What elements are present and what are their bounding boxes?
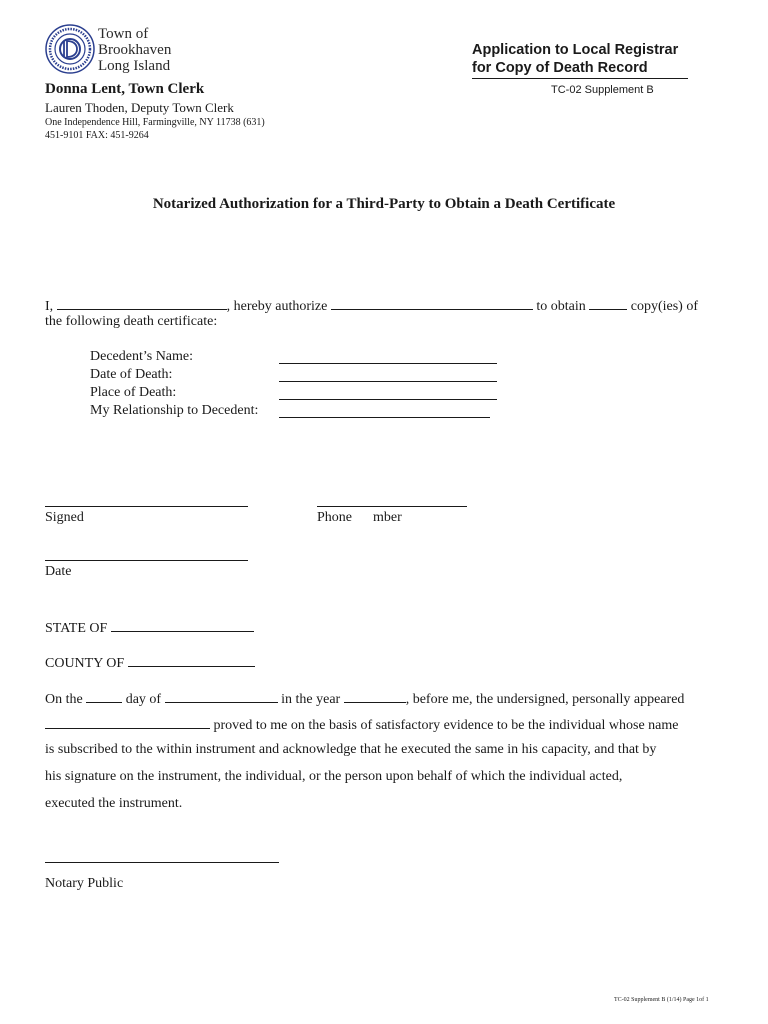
- county-of-line: [45, 653, 255, 672]
- place-of-death-field[interactable]: [279, 399, 497, 400]
- notary-line-5: executed the instrument.: [45, 796, 183, 811]
- application-title: [472, 41, 678, 77]
- state-of-label: STATE OF: [45, 621, 108, 636]
- phone-label: Phone mber: [317, 510, 402, 525]
- town-seal-logo: [45, 24, 95, 74]
- address-line: One Independence Hill, Farmingville, NY 11738 (631): [45, 117, 265, 128]
- town-name-line: Long Island: [98, 58, 171, 74]
- auth-text-i: I,: [45, 299, 54, 314]
- phone-number-line[interactable]: [317, 506, 467, 507]
- town-name: [98, 26, 171, 74]
- notary-on-the: On the: [45, 692, 83, 707]
- date-of-death-label: Date of Death:: [90, 367, 173, 382]
- notary-in-the-year: in the year: [281, 692, 341, 707]
- date-line[interactable]: [45, 560, 248, 561]
- place-of-death-label: Place of Death:: [90, 385, 177, 400]
- signature-line[interactable]: [45, 506, 248, 507]
- application-title-line: for Copy of Death Record: [472, 60, 648, 76]
- town-name-line: Brookhaven: [98, 42, 172, 58]
- notary-signature-line[interactable]: [45, 862, 279, 863]
- notary-line-3: is subscribed to the within instrument and acknowledge that he executed the same in his capacity, and that by: [45, 742, 657, 757]
- town-name-line: Town of: [98, 26, 149, 42]
- town-clerk: Donna Lent, Town Clerk: [45, 81, 205, 97]
- auth-text-to-obtain: to obtain: [536, 299, 586, 314]
- authorization-sentence: [45, 296, 698, 315]
- notary-before-me: , before me, the undersigned, personally appeared: [405, 692, 685, 707]
- document-title: Notarized Authorization for a Third-Party to Obtain a Death Certificate: [152, 196, 616, 212]
- deputy-clerk: Lauren Thoden, Deputy Town Clerk: [45, 100, 234, 115]
- signed-label: Signed: [45, 510, 84, 525]
- copies-count-field[interactable]: [589, 296, 627, 310]
- decedent-name-field[interactable]: [279, 363, 497, 364]
- auth-text-copies: copy(ies) of: [630, 299, 699, 314]
- county-field[interactable]: [128, 653, 255, 667]
- notary-year-field[interactable]: [344, 689, 406, 703]
- notary-public-label: Notary Public: [45, 876, 124, 891]
- authorized-party-field[interactable]: [331, 296, 533, 310]
- relationship-label: My Relationship to Decedent:: [90, 403, 259, 418]
- date-label: Date: [45, 564, 72, 579]
- authorizer-name-field[interactable]: [57, 296, 227, 310]
- state-of-line: [45, 618, 254, 637]
- decedent-name-label: Decedent’s Name:: [90, 349, 194, 364]
- notary-day-of: day of: [125, 692, 162, 707]
- notary-appeared-name-field[interactable]: [45, 715, 210, 729]
- header-rule: [472, 78, 688, 79]
- form-code: TC-02 Supplement B: [551, 84, 654, 96]
- county-of-label: COUNTY OF: [45, 656, 125, 671]
- notary-month-field[interactable]: [165, 689, 278, 703]
- notary-line-1: [45, 689, 684, 708]
- date-of-death-field[interactable]: [279, 381, 497, 382]
- notary-line-2: [45, 715, 678, 734]
- notary-proved: proved to me on the basis of satisfactory evidence to be the individual whose name: [213, 718, 679, 733]
- page-footer: TC-02 Supplement B (1/14) Page 1of 1: [614, 997, 709, 1003]
- phone-fax-line: 451-9101 FAX: 451-9264: [45, 130, 149, 141]
- state-field[interactable]: [111, 618, 254, 632]
- auth-text-hereby: , hereby authorize: [226, 299, 328, 314]
- relationship-field[interactable]: [279, 417, 490, 418]
- auth-continuation: the following death certificate:: [45, 314, 218, 329]
- notary-day-field[interactable]: [86, 689, 122, 703]
- application-title-line: Application to Local Registrar: [472, 42, 679, 58]
- notary-line-4: his signature on the instrument, the individual, or the person upon behalf of which the individual acted,: [45, 769, 623, 784]
